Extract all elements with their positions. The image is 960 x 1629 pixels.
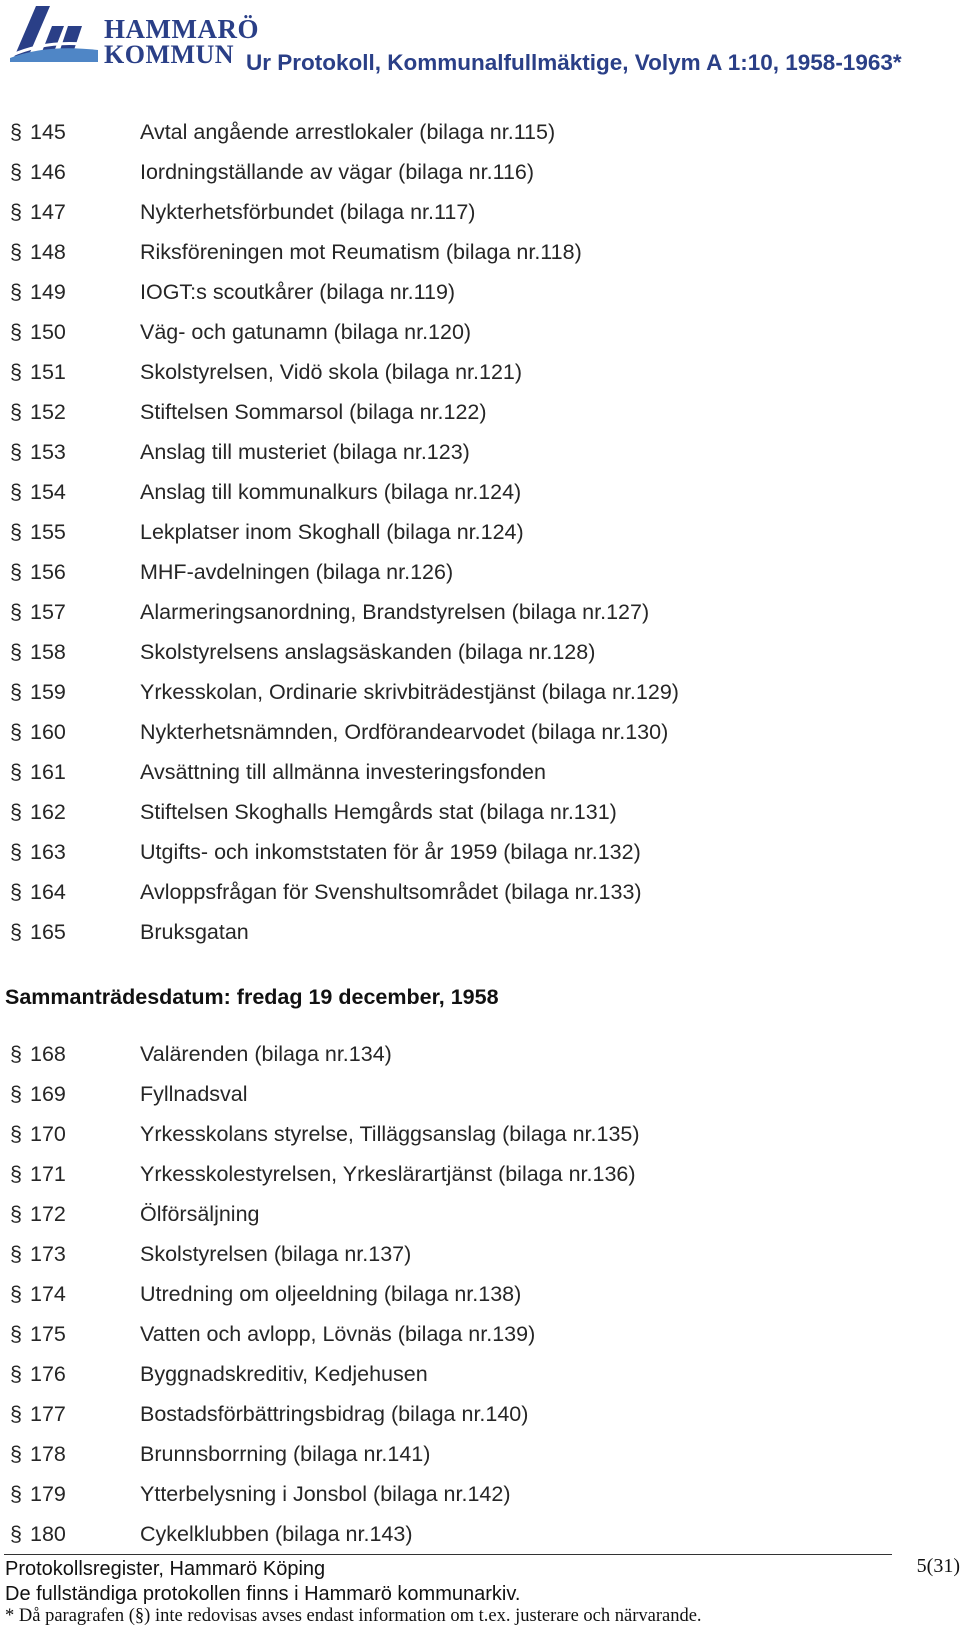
paragraph-row <box>0 552 940 592</box>
paragraph-title: Byggnadskreditiv, Kedjehusen <box>140 1361 428 1386</box>
section-symbol: § <box>10 1201 22 1226</box>
paragraph-title: Vatten och avlopp, Lövnäs (bilaga nr.139) <box>140 1321 536 1346</box>
paragraph-row <box>0 152 940 192</box>
paragraph-row <box>0 1234 940 1274</box>
paragraph-row <box>0 352 940 392</box>
paragraph-title: Iordningställande av vägar (bilaga nr.116) <box>140 159 535 184</box>
paragraph-title: Fyllnadsval <box>140 1081 248 1106</box>
section-symbol: § <box>10 1481 22 1506</box>
paragraph-number: 155 <box>30 519 66 544</box>
paragraph-list-1 <box>0 112 940 952</box>
logo-wordmark-top: HAMMARÖ <box>104 14 259 44</box>
paragraph-row <box>0 1474 940 1514</box>
paragraph-title: Lekplatser inom Skoghall (bilaga nr.124) <box>140 519 524 544</box>
page-number: 5(31) <box>916 1555 960 1577</box>
section-symbol: § <box>10 439 22 464</box>
paragraph-number: 178 <box>30 1441 66 1466</box>
section-symbol: § <box>10 839 22 864</box>
paragraph-number: 169 <box>30 1081 66 1106</box>
paragraph-number: 174 <box>30 1281 66 1306</box>
paragraph-title: Bruksgatan <box>140 919 249 944</box>
section-symbol: § <box>10 759 22 784</box>
section-symbol: § <box>10 519 22 544</box>
paragraph-title: Skolstyrelsens anslagsäskanden (bilaga nr.128) <box>140 639 596 664</box>
paragraph-number: 147 <box>30 199 66 224</box>
paragraph-number: 165 <box>30 919 66 944</box>
paragraph-title: Stiftelsen Sommarsol (bilaga nr.122) <box>140 399 487 424</box>
paragraph-row <box>0 592 940 632</box>
section-symbol: § <box>10 879 22 904</box>
paragraph-number: 175 <box>30 1321 66 1346</box>
section-symbol: § <box>10 1041 22 1066</box>
section-symbol: § <box>10 359 22 384</box>
paragraph-number: 173 <box>30 1241 66 1266</box>
paragraph-row <box>0 512 940 552</box>
section-symbol: § <box>10 719 22 744</box>
paragraph-row <box>0 112 940 152</box>
section-symbol: § <box>10 1361 22 1386</box>
section-symbol: § <box>10 799 22 824</box>
paragraph-number: 161 <box>30 759 66 784</box>
paragraph-row <box>0 472 940 512</box>
paragraph-number: 162 <box>30 799 66 824</box>
meeting-date-heading: Sammanträdesdatum: fredag 19 december, 1958 <box>5 985 499 1009</box>
paragraph-title: Skolstyrelsen (bilaga nr.137) <box>140 1241 412 1266</box>
paragraph-row <box>0 1394 940 1434</box>
paragraph-title: Stiftelsen Skoghalls Hemgårds stat (bilaga nr.131) <box>140 799 617 824</box>
section-symbol: § <box>10 479 22 504</box>
paragraph-row <box>0 232 940 272</box>
paragraph-title: Bostadsförbättringsbidrag (bilaga nr.140) <box>140 1401 529 1426</box>
paragraph-number: 164 <box>30 879 66 904</box>
paragraph-row <box>0 192 940 232</box>
paragraph-title: Utredning om oljeeldning (bilaga nr.138) <box>140 1281 522 1306</box>
paragraph-row <box>0 312 940 352</box>
section-symbol: § <box>10 199 22 224</box>
footer-divider <box>4 1554 892 1555</box>
document-header-title: Ur Protokoll, Kommunalfullmäktige, Volym A 1:10, 1958-1963* <box>246 50 902 75</box>
paragraph-row <box>0 1114 940 1154</box>
paragraph-number: 177 <box>30 1401 66 1426</box>
paragraph-row <box>0 432 940 472</box>
paragraph-row <box>0 712 940 752</box>
paragraph-number: 154 <box>30 479 66 504</box>
paragraph-number: 158 <box>30 639 66 664</box>
paragraph-title: Alarmeringsanordning, Brandstyrelsen (bilaga nr.127) <box>140 599 650 624</box>
paragraph-row <box>0 632 940 672</box>
paragraph-row <box>0 392 940 432</box>
paragraph-row <box>0 1034 940 1074</box>
paragraph-number: 146 <box>30 159 66 184</box>
paragraph-title: Yrkesskolan, Ordinarie skrivbiträdestjänst (bilaga nr.129) <box>140 679 679 704</box>
paragraph-number: 172 <box>30 1201 66 1226</box>
paragraph-row <box>0 1154 940 1194</box>
paragraph-row <box>0 1314 940 1354</box>
paragraph-title: Ytterbelysning i Jonsbol (bilaga nr.142) <box>140 1481 511 1506</box>
paragraph-title: Anslag till kommunalkurs (bilaga nr.124) <box>140 479 522 504</box>
paragraph-number: 148 <box>30 239 66 264</box>
paragraph-row <box>0 1434 940 1474</box>
paragraph-number: 170 <box>30 1121 66 1146</box>
paragraph-number: 159 <box>30 679 66 704</box>
section-symbol: § <box>10 1241 22 1266</box>
section-symbol: § <box>10 679 22 704</box>
logo-wordmark-bottom: KOMMUN <box>104 40 235 69</box>
paragraph-title: Utgifts- och inkomststaten för år 1959 (bilaga nr.132) <box>140 839 641 864</box>
paragraph-title: Brunnsborrning (bilaga nr.141) <box>140 1441 431 1466</box>
paragraph-title: Nykterhetsnämnden, Ordförandearvodet (bilaga nr.130) <box>140 719 669 744</box>
paragraph-row <box>0 752 940 792</box>
paragraph-title: Riksföreningen mot Reumatism (bilaga nr.118) <box>140 239 582 264</box>
logo-emblem-icon <box>6 4 102 70</box>
paragraph-row <box>0 272 940 312</box>
paragraph-title: Avsättning till allmänna investeringsfonden <box>140 759 546 784</box>
section-symbol: § <box>10 639 22 664</box>
paragraph-row <box>0 872 940 912</box>
paragraph-number: 168 <box>30 1041 66 1066</box>
paragraph-title: Skolstyrelsen, Vidö skola (bilaga nr.121) <box>140 359 523 384</box>
paragraph-number: 149 <box>30 279 66 304</box>
section-symbol: § <box>10 599 22 624</box>
section-symbol: § <box>10 1441 22 1466</box>
paragraph-row <box>0 792 940 832</box>
section-symbol: § <box>10 399 22 424</box>
paragraph-row <box>0 832 940 872</box>
paragraph-row <box>0 1274 940 1314</box>
paragraph-number: 153 <box>30 439 66 464</box>
section-symbol: § <box>10 159 22 184</box>
paragraph-number: 163 <box>30 839 66 864</box>
paragraph-title: Nykterhetsförbundet (bilaga nr.117) <box>140 199 476 224</box>
paragraph-list-2 <box>0 1034 940 1554</box>
section-symbol: § <box>10 119 22 144</box>
paragraph-title: Anslag till musteriet (bilaga nr.123) <box>140 439 470 464</box>
paragraph-number: 171 <box>30 1161 66 1186</box>
section-symbol: § <box>10 1521 22 1546</box>
paragraph-number: 160 <box>30 719 66 744</box>
paragraph-row <box>0 672 940 712</box>
paragraph-title: Yrkesskolans styrelse, Tilläggsanslag (bilaga nr.135) <box>140 1121 640 1146</box>
paragraph-title: Avloppsfrågan för Svenshultsområdet (bilaga nr.133) <box>140 879 642 904</box>
section-symbol: § <box>10 919 22 944</box>
paragraph-number: 176 <box>30 1361 66 1386</box>
paragraph-title: MHF-avdelningen (bilaga nr.126) <box>140 559 454 584</box>
section-symbol: § <box>10 1161 22 1186</box>
paragraph-row <box>0 1354 940 1394</box>
footer-archive-note: De fullständiga protokollen finns i Hammarö kommunarkiv. <box>5 1583 521 1605</box>
paragraph-title: Cykelklubben (bilaga nr.143) <box>140 1521 413 1546</box>
hammaro-logo <box>6 4 259 72</box>
section-symbol: § <box>10 1121 22 1146</box>
paragraph-number: 156 <box>30 559 66 584</box>
paragraph-number: 151 <box>30 359 66 384</box>
section-symbol: § <box>10 239 22 264</box>
paragraph-title: Valärenden (bilaga nr.134) <box>140 1041 392 1066</box>
paragraph-number: 152 <box>30 399 66 424</box>
section-symbol: § <box>10 1081 22 1106</box>
paragraph-row <box>0 1074 940 1114</box>
paragraph-number: 150 <box>30 319 66 344</box>
paragraph-row <box>0 912 940 952</box>
paragraph-title: IOGT:s scoutkårer (bilaga nr.119) <box>140 279 456 304</box>
section-symbol: § <box>10 1321 22 1346</box>
footer-asterisk-note: * Då paragrafen (§) inte redovisas avses endast information om t.ex. justerare och närvarande. <box>5 1606 702 1626</box>
section-symbol: § <box>10 1401 22 1426</box>
paragraph-title: Yrkesskolestyrelsen, Yrkeslärartjänst (bilaga nr.136) <box>140 1161 636 1186</box>
section-symbol: § <box>10 319 22 344</box>
footer-register-title: Protokollsregister, Hammarö Köping <box>5 1558 326 1580</box>
paragraph-number: 145 <box>30 119 66 144</box>
section-symbol: § <box>10 279 22 304</box>
paragraph-title: Avtal angående arrestlokaler (bilaga nr.115) <box>140 119 556 144</box>
paragraph-number: 157 <box>30 599 66 624</box>
paragraph-row <box>0 1194 940 1234</box>
paragraph-number: 179 <box>30 1481 66 1506</box>
paragraph-number: 180 <box>30 1521 66 1546</box>
section-symbol: § <box>10 559 22 584</box>
paragraph-title: Ölförsäljning <box>140 1201 260 1226</box>
paragraph-row <box>0 1514 940 1554</box>
section-symbol: § <box>10 1281 22 1306</box>
paragraph-title: Väg- och gatunamn (bilaga nr.120) <box>140 319 472 344</box>
